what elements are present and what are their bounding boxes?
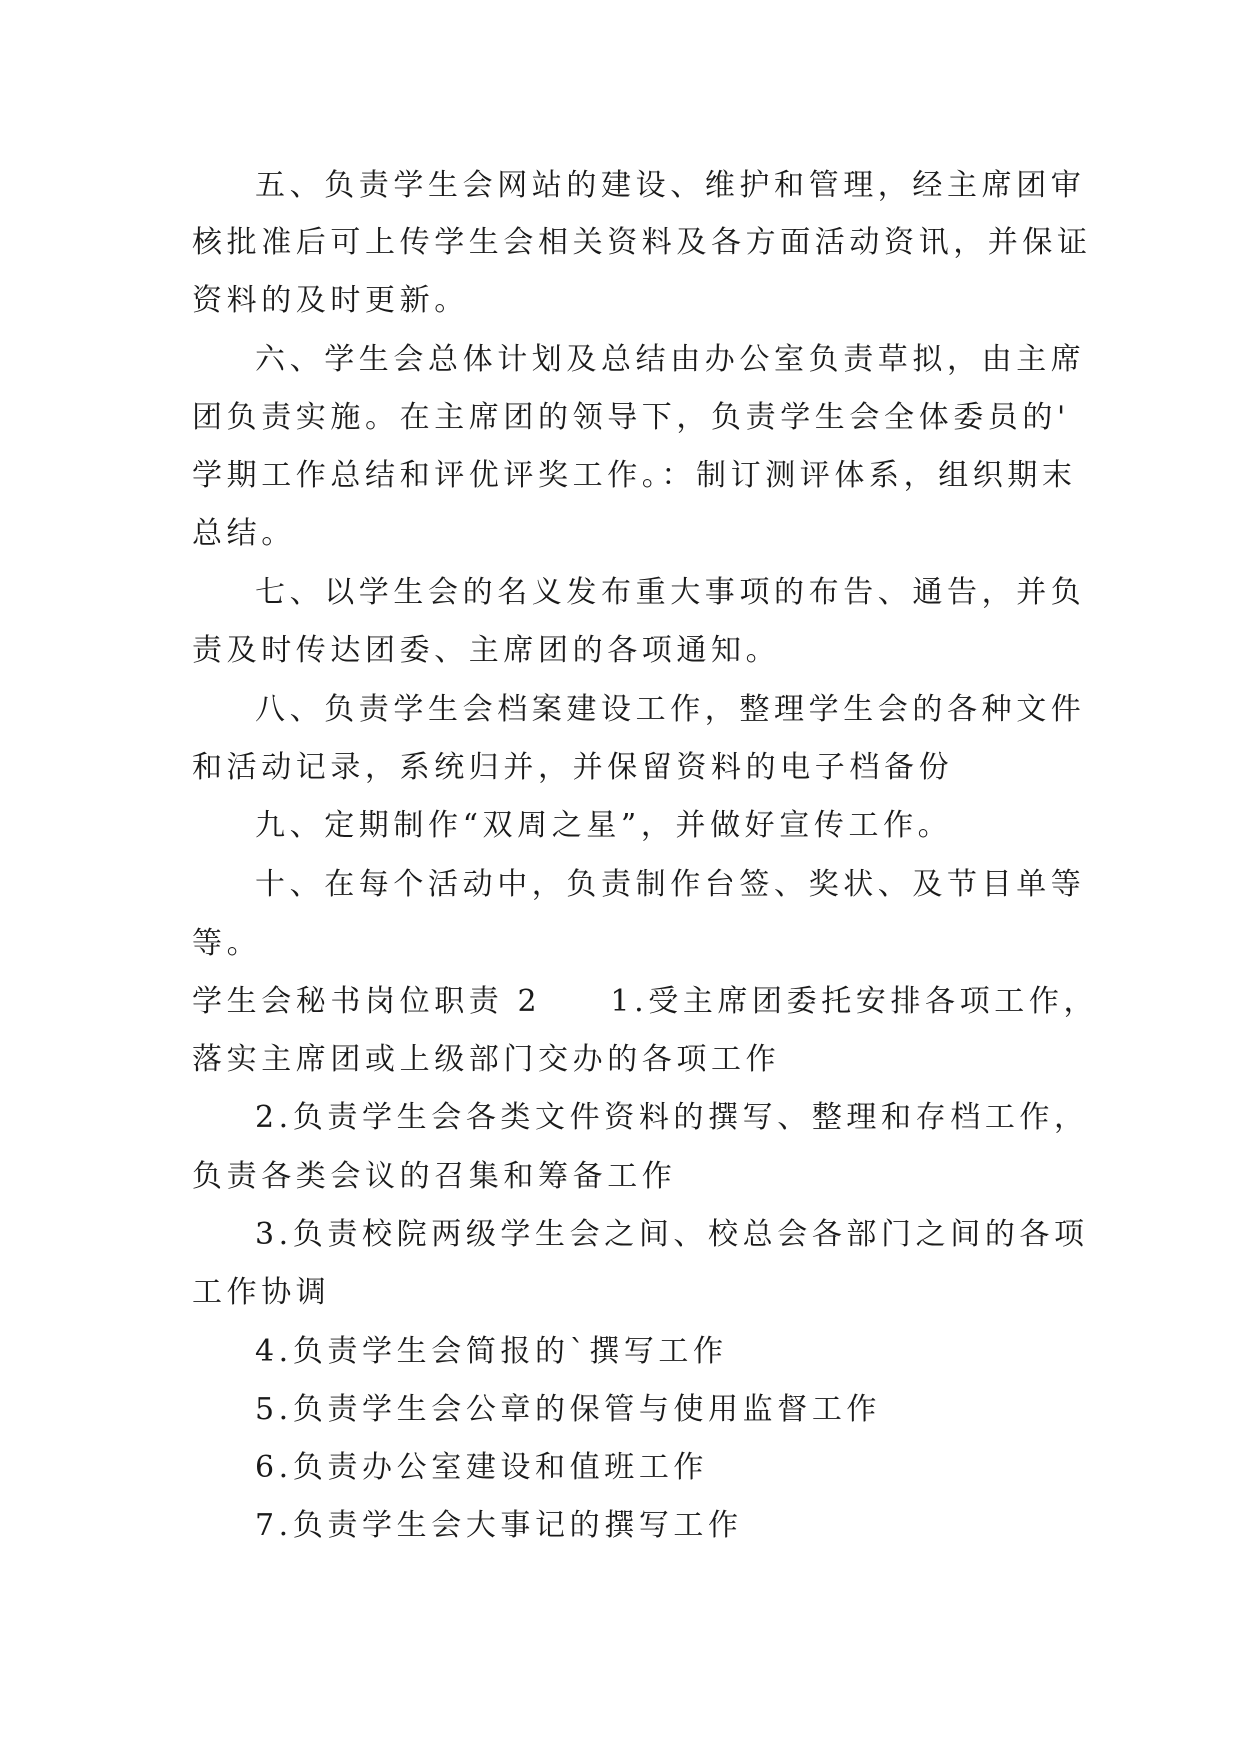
item-5-line: 5.负责学生会公章的保管与使用监督工作 xyxy=(255,1392,882,1427)
item-2-line-1: 2.负责学生会各类文件资料的撰写、整理和存档工作， xyxy=(255,1100,1089,1135)
item-2-line-2: 负责各类会议的召集和筹备工作 xyxy=(192,1159,677,1194)
paragraph-5-line-1: 五、负责学生会网站的建设、维护和管理，经主席团审 xyxy=(255,168,1086,203)
item-4-line: 4.负责学生会简报的`撰写工作 xyxy=(255,1334,728,1369)
item-3-line-2: 工作协调 xyxy=(192,1275,331,1310)
paragraph-9-line-1: 九、定期制作“双周之星”，并做好宣传工作。 xyxy=(255,808,953,843)
item-6-line: 6.负责办公室建设和值班工作 xyxy=(255,1450,709,1485)
item-7-line: 7.负责学生会大事记的撰写工作 xyxy=(255,1508,743,1543)
item-3-line-1: 3.负责校院两级学生会之间、校总会各部门之间的各项 xyxy=(255,1217,1089,1252)
paragraph-6-line-1: 六、学生会总体计划及总结由办公室负责草拟，由主席 xyxy=(255,342,1086,377)
paragraph-10-line-1: 十、在每个活动中，负责制作台签、奖状、及节目单等 xyxy=(255,867,1086,902)
paragraph-5-line-3: 资料的及时更新。 xyxy=(192,283,469,318)
paragraph-5-line-2: 核批准后可上传学生会相关资料及各方面活动资讯，并保证 xyxy=(192,225,1092,260)
paragraph-6-line-3: 学期工作总结和评优评奖工作。：制订测评体系，组织期末 xyxy=(192,458,1077,493)
paragraph-6-line-2: 团负责实施。在主席团的领导下，负责学生会全体委员的' xyxy=(192,400,1070,435)
paragraph-8-line-2: 和活动记录，系统归并，并保留资料的电子档备份 xyxy=(192,750,954,785)
paragraph-7-line-2: 责及时传达团委、主席团的各项通知。 xyxy=(192,633,781,668)
paragraph-7-line-1: 七、以学生会的名义发布重大事项的布告、通告，并负 xyxy=(255,575,1086,610)
paragraph-10-line-2: 等。 xyxy=(192,926,262,961)
paragraph-6-line-4: 总结。 xyxy=(192,516,296,551)
section-heading-line: 学生会秘书岗位职责 2 1.受主席团委托安排各项工作， xyxy=(192,984,1099,1019)
item-1-line-2: 落实主席团或上级部门交办的各项工作 xyxy=(192,1042,781,1077)
paragraph-8-line-1: 八、负责学生会档案建设工作，整理学生会的各种文件 xyxy=(255,692,1086,727)
